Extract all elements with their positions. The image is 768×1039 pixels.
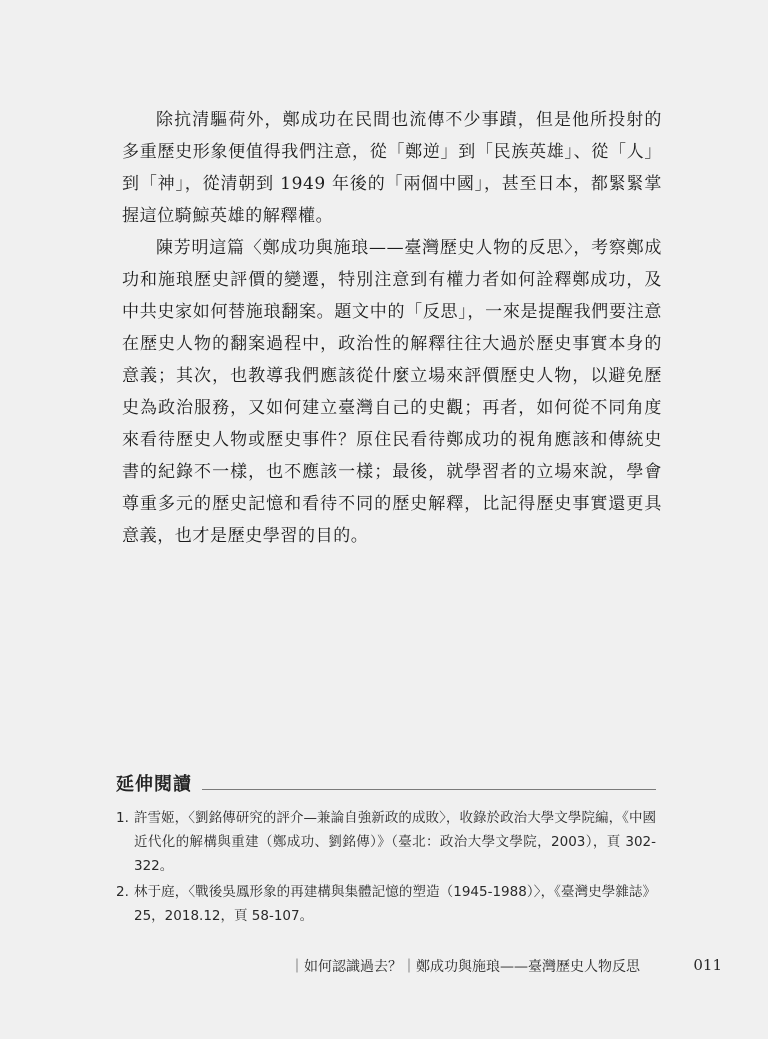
reading-item-text: 林于庭，〈戰後吳鳳形象的再建構與集體記憶的塑造（1945-1988）〉，《臺灣史學雜誌》25，2018.12，頁 58-107。 <box>134 884 656 924</box>
further-reading-header <box>116 770 656 796</box>
reading-item-number: 1. <box>116 810 129 826</box>
further-reading-title: 延伸閱讀 <box>116 774 192 795</box>
section-divider <box>202 789 656 790</box>
body-paragraph-1: 除抗清驅荷外，鄭成功在民間也流傳不少事蹟，但是他所投射的多重歷史形象便值得我們注意，從「鄭逆」到「民族英雄」、從「人」到「神」，從清朝到 1949 年後的「兩個中國」，甚至日本，都緊緊掌握這位騎鯨英雄的解釋權。 <box>122 110 662 226</box>
further-reading-section <box>116 770 656 930</box>
further-reading-list <box>116 806 656 928</box>
running-title: ｜如何認識過去？｜鄭成功與施琅——臺灣歷史人物反思 <box>290 959 640 975</box>
main-text <box>122 104 662 552</box>
reading-item <box>116 806 656 878</box>
reading-item-text: 許雪姬，〈劉銘傳研究的評介—兼論自強新政的成敗〉，收錄於政治大學文學院編，《中國近代化的解構與重建（鄭成功、劉銘傳）》（臺北：政治大學文學院，2003），頁 302-322。 <box>134 810 656 874</box>
reading-item <box>116 880 656 928</box>
page-number: 011 <box>693 956 722 974</box>
reading-item-number: 2. <box>116 884 129 900</box>
body-paragraph-2: 陳芳明這篇〈鄭成功與施琅——臺灣歷史人物的反思〉，考察鄭成功和施琅歷史評價的變遷，特別注意到有權力者如何詮釋鄭成功，及中共史家如何替施琅翻案。題文中的「反思」，一來是提醒我們要注意在歷史人物的翻案過程中，政治性的解釋往往大過於歷史事實本身的意義；其次，也教導我們應該從什麼立場來評價歷史人物，以避免歷史為政治服務，又如何建立臺灣自己的史觀；再者，如何從不同角度來看待歷史人物或歷史事件？原住民看待鄭成功的視角應該和傳統史書的紀錄不一樣，也不應該一樣；最後，就學習者的立場來說，學會尊重多元的歷史記憶和看待不同的歷史解釋，比記得歷史事實還更具意義，也才是歷史學習的目的。 <box>122 238 662 546</box>
